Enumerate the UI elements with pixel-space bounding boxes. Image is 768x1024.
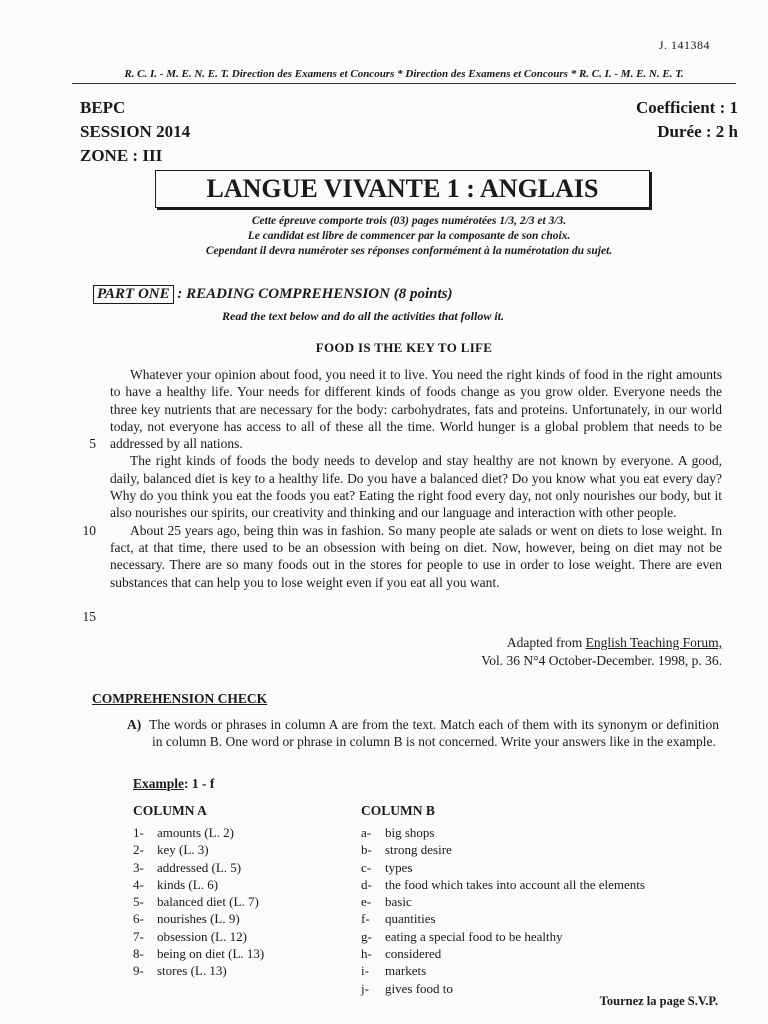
match-item [133,876,264,893]
match-item-text: nourishes (L. 9) [157,911,240,927]
match-item-text: quantities [385,911,436,927]
match-item [133,893,264,910]
match-item [361,893,645,910]
match-item-key: a- [361,825,372,840]
column-a-title: COLUMN A [133,803,207,818]
exam-duration: Durée : 2 h [657,122,738,141]
match-item-text: stores (L. 13) [157,963,227,979]
match-item-text: addressed (L. 5) [157,859,242,875]
source-prefix: Adapted from [506,635,586,650]
question-label: A) [127,717,142,732]
column-b-title: COLUMN B [361,803,435,818]
match-item-text: types [385,859,413,875]
subject-title: LANGUE VIVANTE 1 : ANGLAIS [155,170,650,208]
match-item-text: key (L. 3) [157,842,209,858]
match-item [361,876,645,893]
column-b-list [361,824,645,997]
match-item-key: g- [361,928,372,944]
turn-page-note: Tournez la page S.V.P. [599,994,718,1008]
comprehension-check-title: COMPREHENSION CHECK [92,691,268,706]
match-item [361,962,645,979]
match-item [361,910,645,927]
match-item-text: being on diet (L. 13) [157,946,265,962]
passage-paragraph: Whatever your opinion about food, you need it to live. You need the right kinds of food in the right amounts to have a healthy life. Your needs for different kinds of foods change as you grow older. Everyone needs the three key nutrients that are necessary for the body: carbohydrates, fats and proteins. Unfortunately, in our world today, not everyone has access to all of these all the time. World hunger is a global problem that needs to be addressed by all nations. [110,367,722,452]
match-item-key: h- [361,946,372,962]
passage-title: FOOD IS THE KEY TO LIFE [315,340,493,355]
part-one-label: PART ONE [93,285,174,304]
ministry-banner: R. C. I. - M. E. N. E. T. Direction des Examens et Concours * Direction des Examens et Concours * R. C. I. - M. E. N. E. T. [72,68,736,84]
exam-info [80,96,190,168]
match-item-key: 5- [133,894,144,910]
match-item-text: markets [385,963,427,979]
match-item [361,841,645,858]
match-item-text: obsession (L. 12) [157,928,247,944]
match-item-key: 6- [133,911,144,927]
question-text: The words or phrases in column A are from the text. Match each of them with its synonym or definition in column B. One word or phrase in column B is not concerned. Write your answers like in the example. [149,717,719,749]
exam-coefficient: Coefficient : 1 [636,98,738,117]
source-details: Vol. 36 N°4 October-December. 1998, p. 36. [481,653,722,668]
passage-paragraph: The right kinds of foods the body needs to develop and stay healthy are not known by everyone. A good, daily, balanced diet is key to a healthy life. Do you have a balanced diet? Do you know what you eat every day? Why do you think you eat the foods you eat? Eating the right food every day, not only nourishes our body, but it also nourishes our spirits, our creativity and thinking and our language and interaction with other people. [110,453,722,521]
match-item-key: 3- [133,859,144,875]
match-item [133,962,264,979]
part-one-title: : READING COMPREHENSION (8 points) [177,286,453,302]
match-item-text: eating a special food to be healthy [385,928,563,944]
match-item [133,859,264,876]
instruction-line: Cependant il devra numéroter ses réponses conformément à la numérotation du sujet. [205,245,613,257]
reading-passage [110,366,722,591]
column-a-list [133,824,264,980]
match-item-key: 8- [133,946,144,962]
match-item [133,928,264,945]
match-item-text: gives food to [385,980,453,996]
match-item [133,910,264,927]
match-item [361,928,645,945]
line-number: 10 [82,523,96,538]
match-item-text: basic [385,894,412,910]
match-item-key: e- [361,894,372,910]
source-publication: English Teaching Forum, [585,635,722,650]
match-item-text: big shops [385,825,435,840]
exam-meta [636,96,738,144]
part-one-heading [93,285,452,304]
passage-source [481,634,722,670]
question-a [127,716,719,750]
match-item-text: amounts (L. 2) [157,825,234,840]
match-item-key: i- [361,963,369,979]
example-label: Example [133,776,185,791]
match-item [133,945,264,962]
match-item [361,859,645,876]
part-one-instruction: Read the text below and do all the activities that follow it. [222,309,504,323]
match-item-key: 1- [133,825,144,840]
match-item-text: kinds (L. 6) [157,876,219,892]
match-item-key: b- [361,842,372,858]
passage-paragraph: About 25 years ago, being thin was in fashion. So many people ate salads or went on diets to lose weight. In fact, at that time, there used to be an obsession with being on diet. Now, however, being on diet may not be necessary. There are so many foods out in the stores for people to use in order to lose weight. There are even substances that can help you to lose weight even if you eat all you want. [110,522,722,590]
match-item [361,824,645,841]
match-item-key: 4- [133,876,144,892]
match-item-text: considered [385,946,442,962]
exam-name: BEPC [80,98,126,117]
exam-instructions [100,214,718,259]
instruction-line: Cette épreuve comporte trois (03) pages numérotées 1/3, 2/3 et 3/3. [251,215,567,227]
match-item [133,841,264,858]
match-item-key: 2- [133,842,144,858]
match-item [133,824,264,841]
example-value: : 1 - f [184,776,215,791]
match-item-text: balanced diet (L. 7) [157,894,259,910]
match-item [361,945,645,962]
line-number: 15 [82,609,96,624]
document-reference: J. 141384 [658,38,710,52]
match-item-key: 9- [133,963,144,979]
match-item-key: f- [361,911,370,927]
instruction-line: Le candidat est libre de commencer par la composante de son choix. [247,230,571,242]
match-item-key: d- [361,876,372,892]
line-number: 5 [89,436,96,451]
match-item-key: j- [361,980,369,996]
match-item-key: 7- [133,928,144,944]
match-item-key: c- [361,859,372,875]
match-item-text: strong desire [385,842,452,858]
match-item-text: the food which takes into account all the elements [385,876,645,892]
example-answer [133,776,214,792]
exam-zone: ZONE : III [80,146,163,165]
exam-session: SESSION 2014 [80,122,191,141]
